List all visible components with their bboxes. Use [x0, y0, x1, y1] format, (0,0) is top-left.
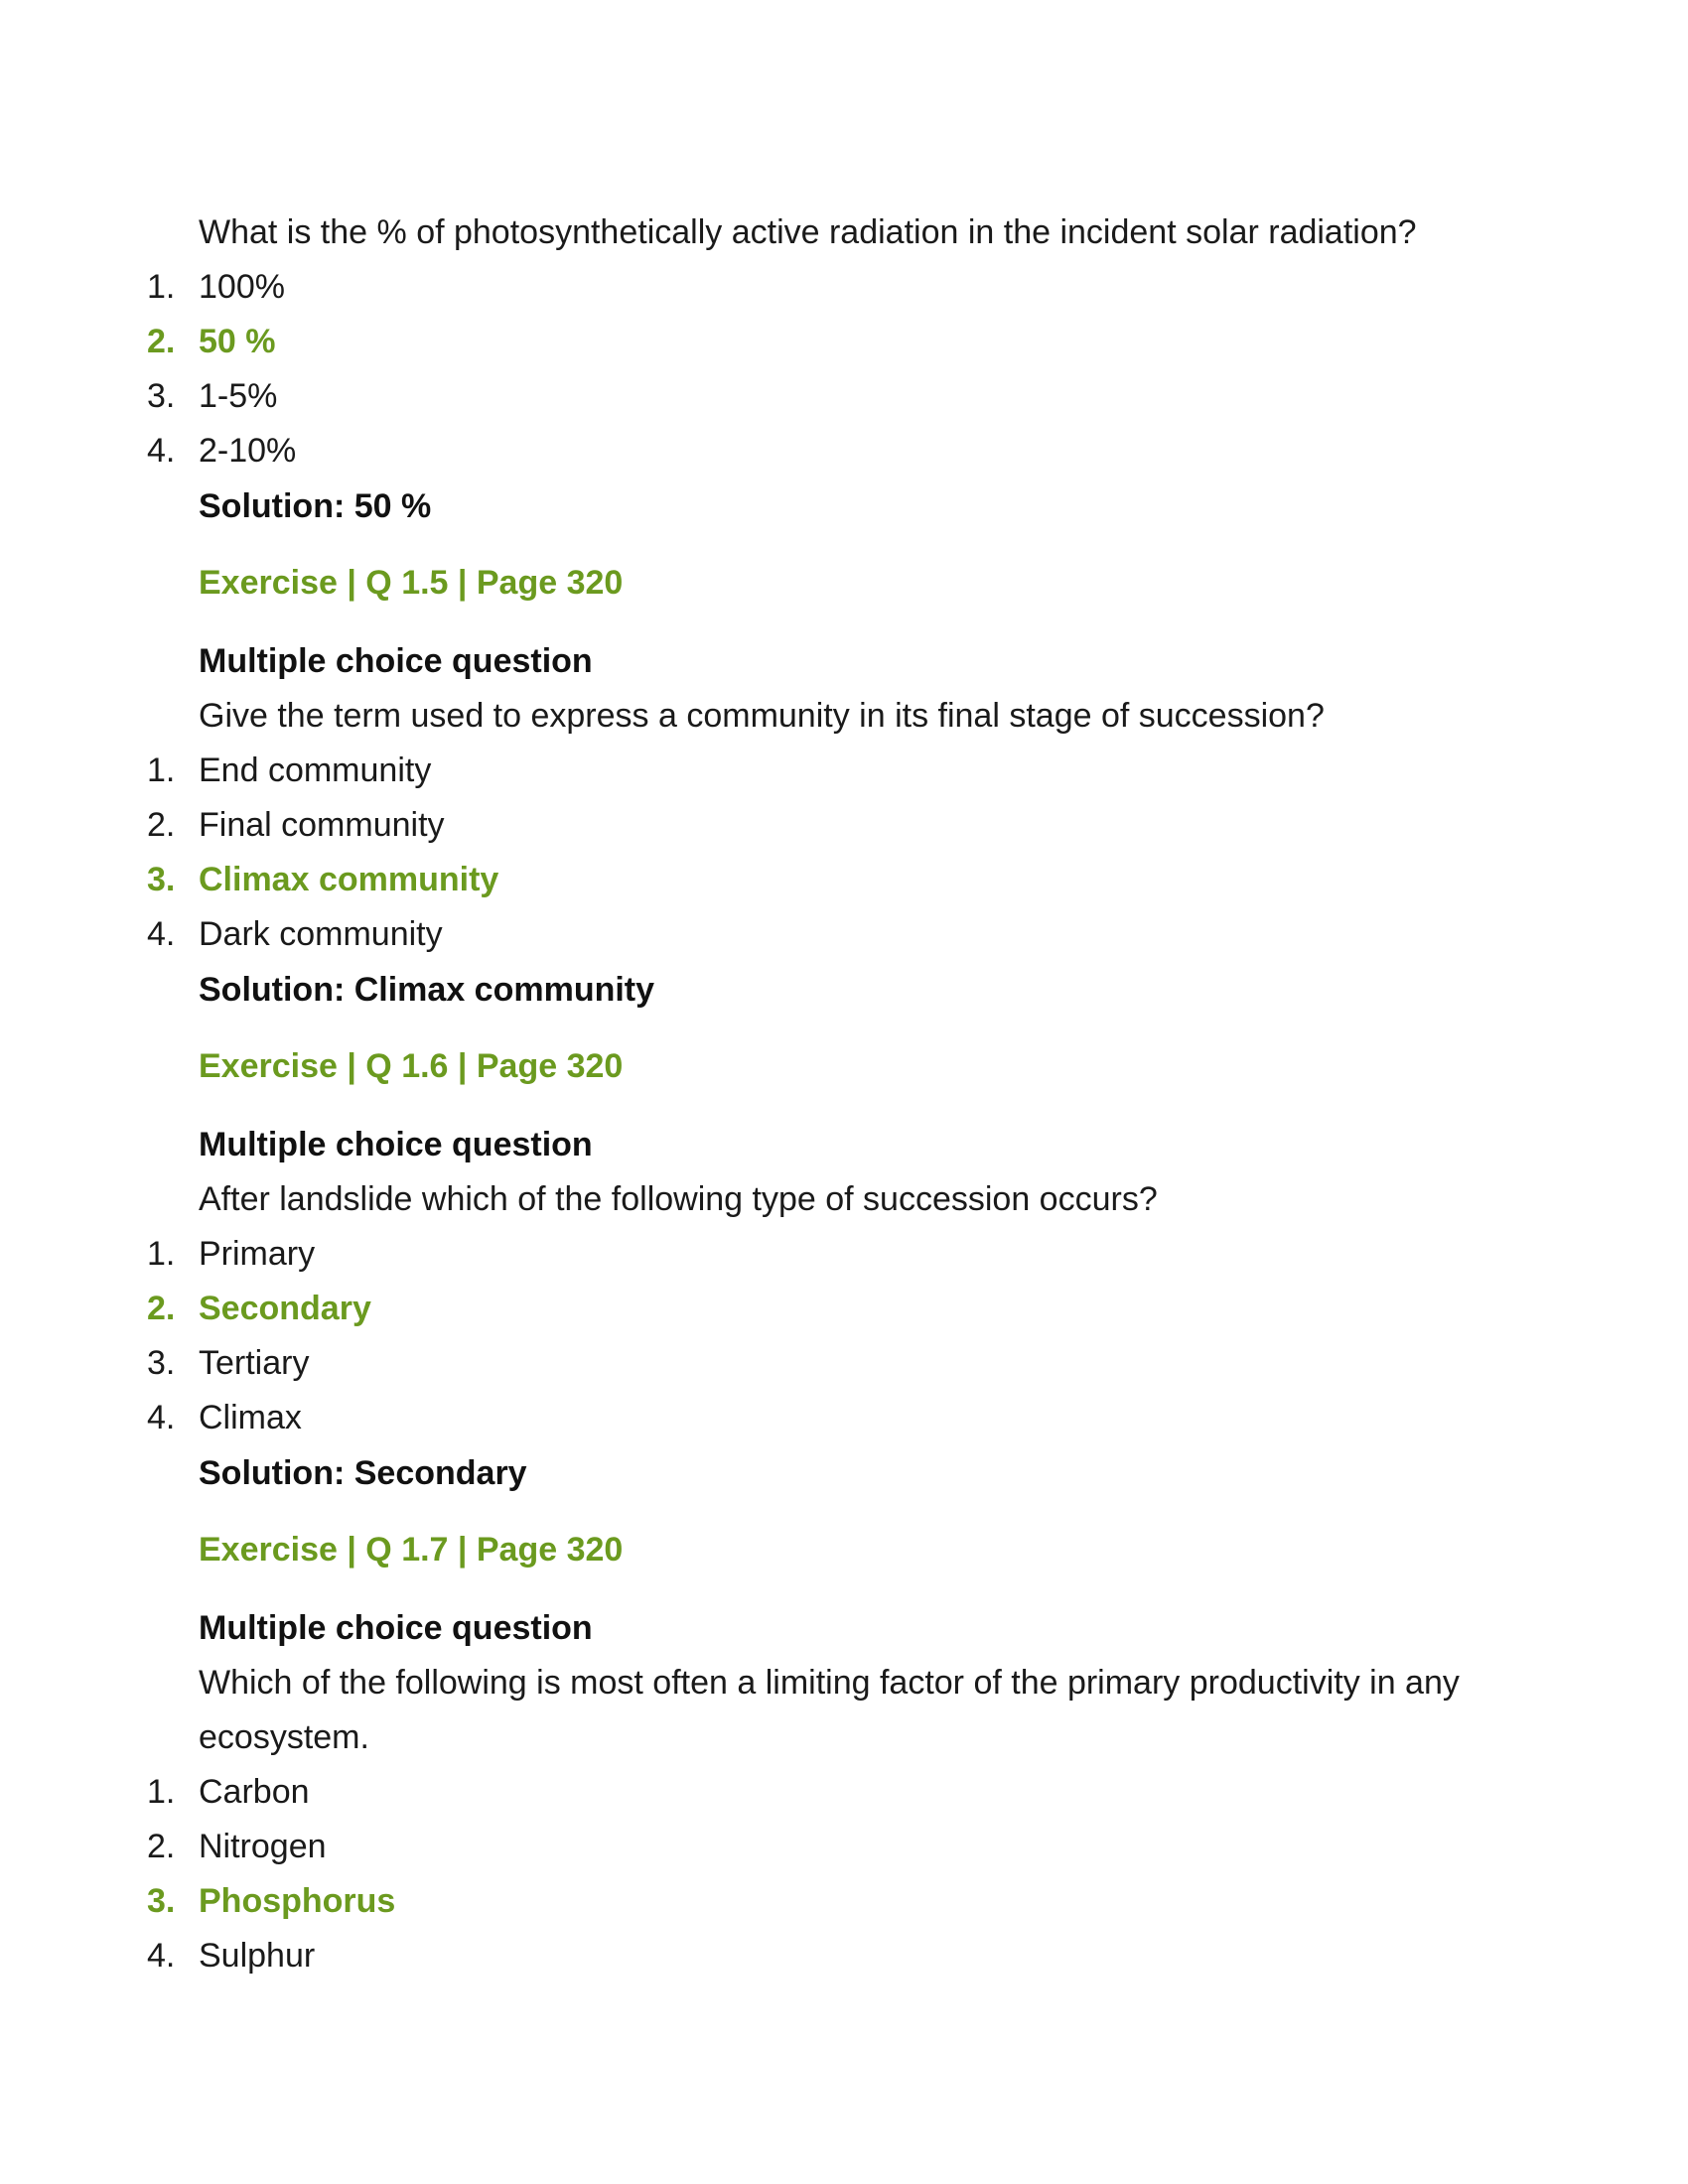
solution-text: Solution: Secondary: [199, 1454, 527, 1492]
option-1: 1. End community: [147, 751, 432, 789]
exercise-heading: Exercise | Q 1.5 | Page 320: [199, 564, 624, 602]
solution-text: Solution: Climax community: [199, 971, 655, 1009]
question-type-label: Multiple choice question: [199, 642, 593, 680]
option-2: 2. Nitrogen: [147, 1828, 327, 1865]
exercise-heading: Exercise | Q 1.6 | Page 320: [199, 1047, 624, 1085]
option-3: 3. 1-5%: [147, 377, 278, 415]
option-4: 4. Dark community: [147, 915, 443, 953]
option-4: 4. Sulphur: [147, 1937, 316, 1975]
exercise-heading: Exercise | Q 1.7 | Page 320: [199, 1531, 624, 1569]
option-4: 4. 2-10%: [147, 432, 297, 470]
question-text-line-1: Which of the following is most often a limiting factor of the primary productivity in any: [199, 1664, 1460, 1702]
option-2-correct: 2. Secondary: [147, 1290, 371, 1327]
question-type-label: Multiple choice question: [199, 1609, 593, 1647]
question-text-line-2: ecosystem.: [199, 1718, 369, 1756]
question-type-label: Multiple choice question: [199, 1126, 593, 1163]
option-2-correct: 2. 50 %: [147, 323, 276, 360]
option-2: 2. Final community: [147, 806, 445, 844]
question-text: Give the term used to express a community in its final stage of succession?: [199, 697, 1325, 735]
option-3-correct: 3. Phosphorus: [147, 1882, 396, 1920]
option-1: 1. Primary: [147, 1235, 316, 1273]
option-4: 4. Climax: [147, 1399, 302, 1436]
question-text: What is the % of photosynthetically active radiation in the incident solar radiation?: [199, 213, 1417, 251]
solution-text: Solution: 50 %: [199, 487, 432, 525]
option-3: 3. Tertiary: [147, 1344, 310, 1382]
option-1: 1. Carbon: [147, 1773, 310, 1811]
question-text: After landslide which of the following type of succession occurs?: [199, 1180, 1158, 1218]
option-1: 1. 100%: [147, 268, 285, 306]
option-3-correct: 3. Climax community: [147, 861, 499, 898]
